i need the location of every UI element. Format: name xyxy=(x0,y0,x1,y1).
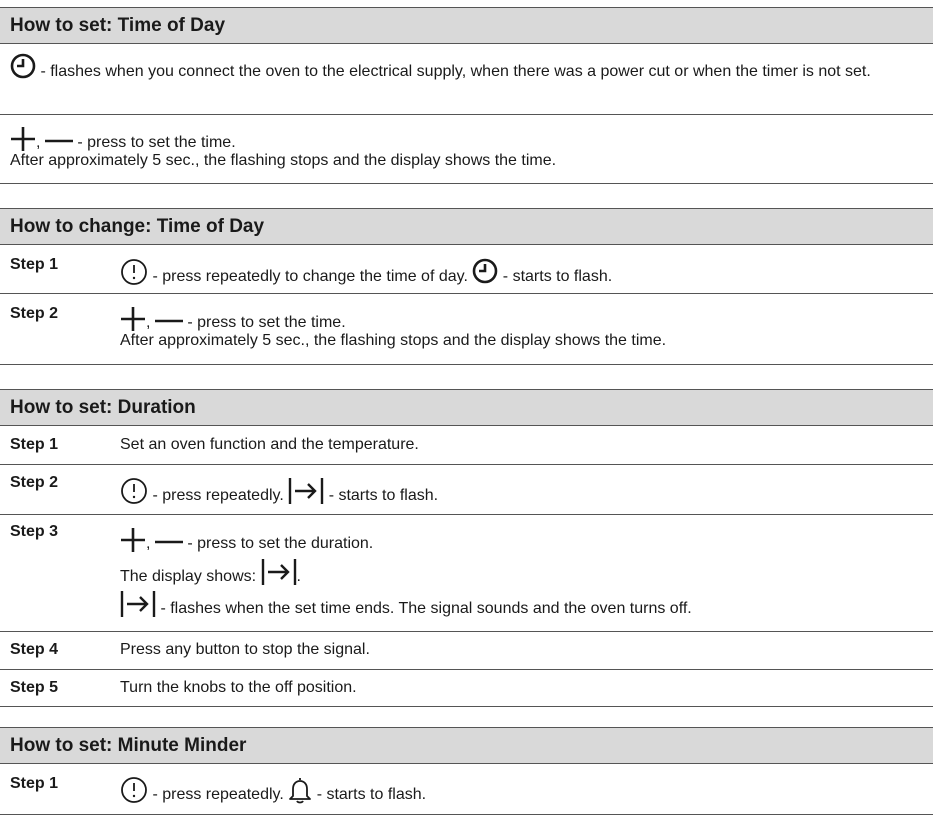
duration-icon xyxy=(288,477,324,505)
section-title: How to set: Duration xyxy=(0,389,933,426)
step-label: Step 1 xyxy=(10,436,59,453)
plus-icon xyxy=(10,126,36,152)
step-row xyxy=(0,465,933,515)
step-description: - starts to flash. xyxy=(328,487,439,504)
flash-info-row xyxy=(0,44,933,115)
step-label: Step 3 xyxy=(10,523,59,540)
clock-icon xyxy=(10,53,36,79)
step-description: - press repeatedly. xyxy=(152,786,284,803)
step-description: Turn the knobs to the off position. xyxy=(120,679,357,696)
display-shows-text: The display shows: xyxy=(120,568,257,585)
step-row xyxy=(0,515,933,632)
step-row xyxy=(0,632,933,670)
step-description: - press repeatedly. xyxy=(152,487,284,504)
timer-button-icon xyxy=(120,477,148,505)
step-row xyxy=(0,245,933,294)
timer-button-icon xyxy=(120,776,148,804)
section-minute-minder xyxy=(0,727,933,815)
period: . xyxy=(296,568,301,585)
clock-icon xyxy=(472,258,498,284)
step-label: Step 2 xyxy=(10,474,59,491)
plus-icon xyxy=(120,527,146,553)
step-description: Set an oven function and the temperature. xyxy=(120,436,419,453)
step-label: Step 1 xyxy=(10,256,59,273)
duration-icon xyxy=(120,590,156,618)
step-row xyxy=(0,764,933,815)
step-description: - starts to flash. xyxy=(316,786,427,803)
separator: , xyxy=(146,314,151,331)
step-after-description: After approximately 5 sec., the flashing stops and the display shows the time. xyxy=(120,332,667,349)
bell-icon xyxy=(288,776,312,804)
separator: , xyxy=(146,535,151,552)
minus-icon xyxy=(155,318,183,332)
step-description: - flashes when the set time ends. The signal sounds and the oven turns off. xyxy=(160,600,692,617)
timer-button-icon xyxy=(120,258,148,286)
duration-icon xyxy=(261,558,297,586)
plus-icon xyxy=(120,306,146,332)
separator: , xyxy=(36,134,41,151)
section-title: How to change: Time of Day xyxy=(0,208,933,245)
section-title: How to set: Minute Minder xyxy=(0,727,933,764)
step-row xyxy=(0,294,933,365)
step-description: - press to set the time. xyxy=(187,314,346,331)
step-row xyxy=(0,670,933,707)
section-time-of-day-change xyxy=(0,208,933,365)
step-label: Step 5 xyxy=(10,679,59,696)
section-title: How to set: Time of Day xyxy=(0,7,933,44)
step-label: Step 4 xyxy=(10,641,59,658)
step-label: Step 2 xyxy=(10,305,59,322)
press-description: - press to set the time. xyxy=(77,134,236,151)
section-duration xyxy=(0,389,933,707)
step-row xyxy=(0,426,933,465)
step-description: - starts to flash. xyxy=(502,268,613,285)
minus-icon xyxy=(45,138,73,152)
set-time-row xyxy=(0,115,933,184)
section-time-of-day-set xyxy=(0,7,933,184)
step-label: Step 1 xyxy=(10,775,59,792)
flash-description: - flashes when you connect the oven to the electrical supply, when there was a power cut or when the timer is not set. xyxy=(40,63,871,80)
after-description: After approximately 5 sec., the flashing stops and the display shows the time. xyxy=(10,152,557,169)
step-description: Press any button to stop the signal. xyxy=(120,641,370,658)
step-description: - press to set the duration. xyxy=(187,535,374,552)
step-description: - press repeatedly to change the time of day. xyxy=(152,268,468,285)
minus-icon xyxy=(155,539,183,553)
